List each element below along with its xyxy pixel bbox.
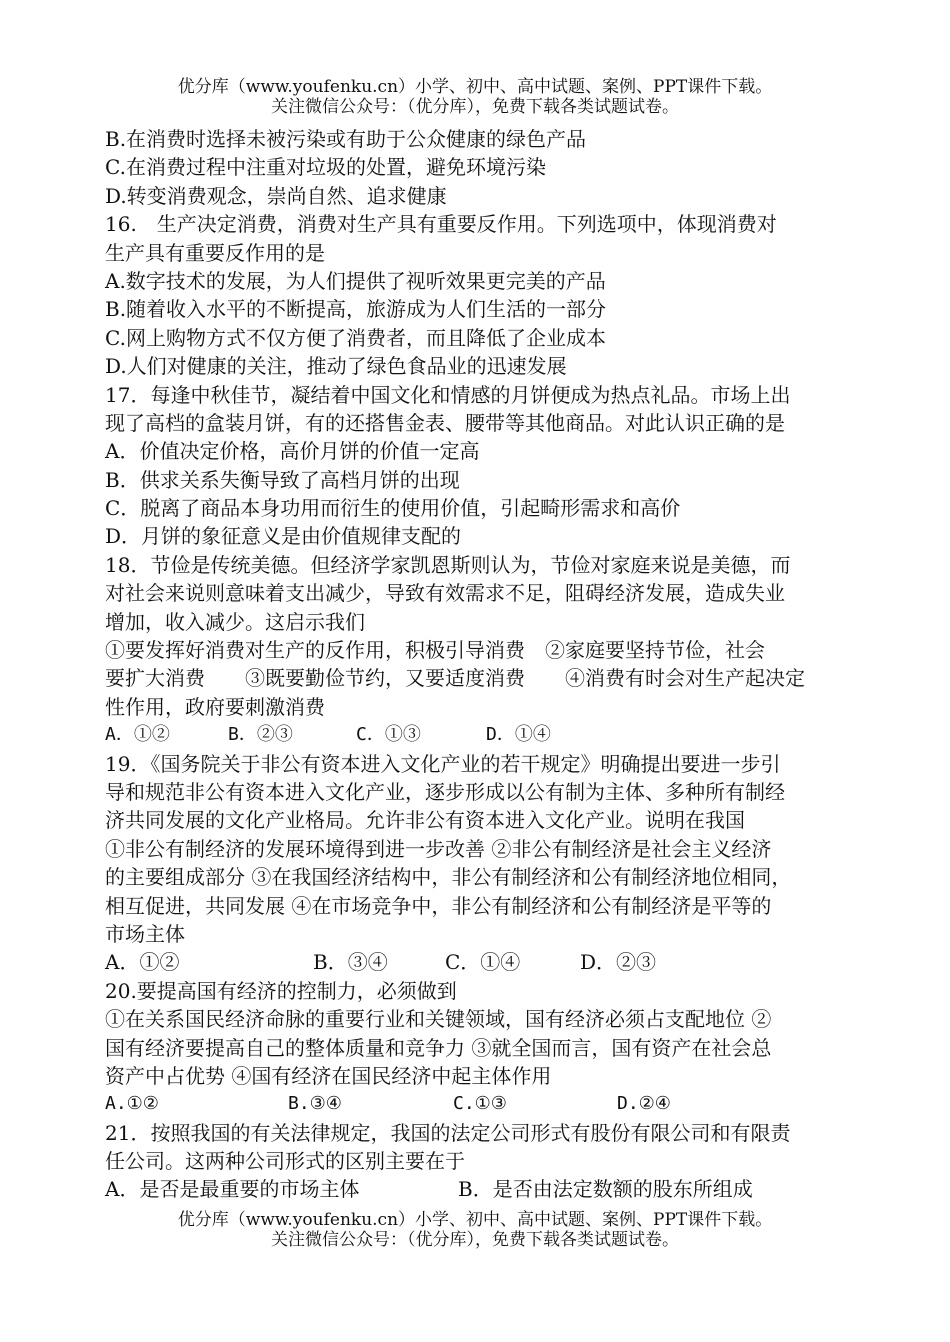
text-line: 资产中占优势 ④国有经济在国民经济中起主体作用 [105, 1063, 552, 1088]
option-d: D.②④ [617, 1093, 671, 1115]
page-header [0, 77, 950, 117]
option-b: B.③④ [288, 1093, 342, 1115]
text-line: C.在消费过程中注重对垃圾的处置，避免环境污染 [105, 155, 546, 180]
text-line: 相互促进，共同发展 ④在市场竞争中，非公有制经济和公有制经济是平等的 [105, 893, 772, 918]
question-20-options [105, 1090, 857, 1118]
text-line: A.数字技术的发展，为人们提供了视听效果更完美的产品 [105, 268, 606, 293]
text-line: B．供求关系失衡导致了高档月饼的出现 [105, 467, 460, 492]
text-line: 生产具有重要反作用的是 [105, 240, 325, 265]
text-line: 增加，收入减少。这启示我们 [105, 609, 365, 634]
header-line-2: 关注微信公众号：（优分库），免费下载各类试题试卷。 [271, 97, 679, 117]
page-footer [0, 1210, 950, 1250]
text-line: 导和规范非公有资本进入文化产业，逐步形成以公有制为主体、多种所有制经 [105, 779, 785, 804]
text-line: 性作用，政府要刺激消费 [105, 694, 325, 719]
option-b: B．③④ [313, 950, 388, 975]
text-line: B.在消费时选择未被污染或有助于公众健康的绿色产品 [105, 127, 587, 151]
text-line: D.人们对健康的关注，推动了绿色食品业的迅速发展 [105, 354, 567, 379]
option-a: A．①② [105, 950, 180, 975]
footer-line-2: 关注微信公众号：（优分库），免费下载各类试题试卷。 [271, 1230, 679, 1250]
option-a: A．是否是最重要的市场主体 [105, 1177, 360, 1202]
question-18-options [105, 721, 857, 749]
question-19-stem: 19．《国务院关于非公有资本进入文化产业的若干规定》明确提出要进一步引 [105, 751, 781, 776]
text-line: 济共同发展的文化产业格局。允许非公有资本进入文化产业。说明在我国 [105, 808, 745, 833]
text-line: C.网上购物方式不仅方便了消费者，而且降低了企业成本 [105, 325, 606, 350]
text-line: ①要发挥好消费对生产的反作用，积极引导消费 ②家庭要坚持节俭，社会 [105, 638, 765, 663]
text-line: ①非公有制经济的发展环境得到进一步改善 ②非公有制经济是社会主义经济 [105, 836, 772, 861]
option-c: C.①③ [453, 1093, 507, 1115]
option-a: A.①② [105, 1093, 159, 1115]
text-line: 国有经济要提高自己的整体质量和竞争力 ③就全国而言，国有资产在社会总 [105, 1035, 772, 1060]
text-line: 现了高档的盒装月饼，有的还搭售金表、腰带等其他商品。对此认识正确的是 [105, 410, 785, 435]
option-c: C．①③ [356, 724, 421, 746]
question-17-stem: 17．每逢中秋佳节，凝结着中国文化和情感的月饼便成为热点礼品。市场上出 [105, 382, 791, 407]
text-line: B.随着收入水平的不断提高，旅游成为人们生活的一部分 [105, 297, 607, 322]
text-line: D．月饼的象征意义是由价值规律支配的 [105, 524, 462, 549]
option-d: D．①④ [486, 724, 551, 746]
option-b: B．②③ [228, 724, 293, 746]
text-line: 的主要组成部分 ③在我国经济结构中，非公有制经济和公有制经济地位相同， [105, 865, 792, 890]
footer-line-1: 优分库（www.youfenku.cn）小学、初中、高中试题、案例、PPT课件下载。 [177, 1210, 773, 1230]
option-b: B．是否由法定数额的股东所组成 [458, 1177, 753, 1202]
question-16-stem: 16. 生产决定消费，消费对生产具有重要反作用。下列选项中，体现消费对 [105, 212, 777, 237]
text-line: 对社会来说则意味着支出减少，导致有效需求不足，阻碍经济发展，造成失业 [105, 581, 785, 606]
text-line: 市场主体 [105, 921, 185, 946]
option-a: A．①② [105, 724, 170, 746]
option-d: D．②③ [580, 950, 657, 975]
text-line: D.转变消费观念，崇尚自然、追求健康 [105, 183, 447, 208]
text-line: 要扩大消费 ③既要勤俭节约，又要适度消费 ④消费有时会对生产起决定 [105, 666, 805, 691]
text-line: 任公司。这两种公司形式的区别主要在于 [105, 1149, 465, 1174]
text-line: A．价值决定价格，高价月饼的价值一定高 [105, 439, 480, 464]
text-line: ①在关系国民经济命脉的重要行业和关键领域，国有经济必须占支配地位 ② [105, 1007, 772, 1032]
text-line: C．脱离了商品本身功用而衍生的使用价值，引起畸形需求和高价 [105, 496, 681, 521]
question-21-options [105, 1175, 857, 1203]
header-line-1: 优分库（www.youfenku.cn）小学、初中、高中试题、案例、PPT课件下载。 [177, 77, 773, 97]
document-body [105, 125, 857, 1204]
question-21-stem: 21．按照我国的有关法律规定，我国的法定公司形式有股份有限公司和有限责 [105, 1120, 791, 1145]
question-20-stem: 20.要提高国有经济的控制力，必须做到 [105, 978, 457, 1003]
question-19-options [105, 948, 857, 976]
option-c: C．①④ [445, 950, 521, 975]
question-18-stem: 18．节俭是传统美德。但经济学家凯恩斯则认为，节俭对家庭来说是美德，而 [105, 552, 791, 577]
